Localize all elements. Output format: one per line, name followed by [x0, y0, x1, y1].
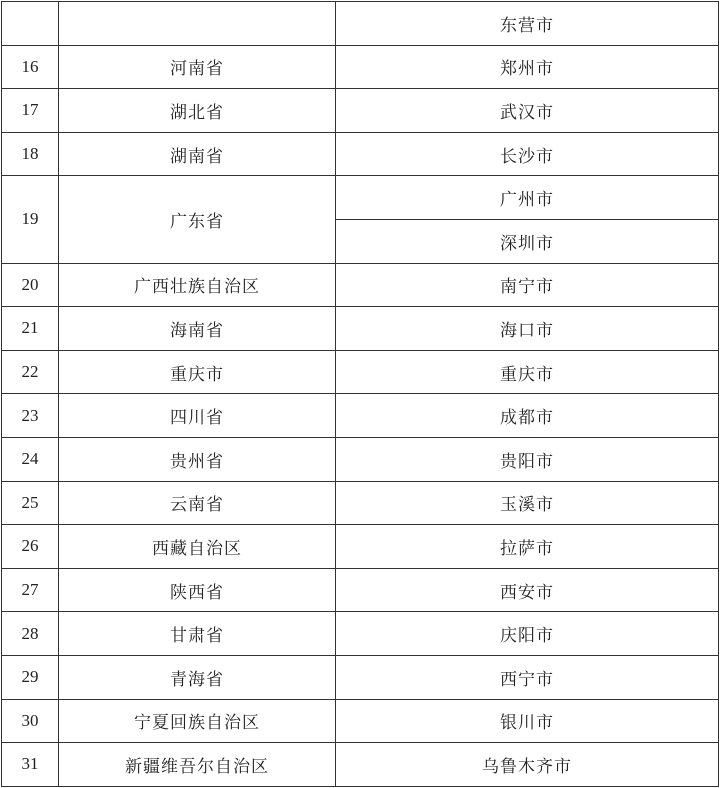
- city-cell: 拉萨市: [336, 525, 719, 569]
- city-cell: 贵阳市: [336, 437, 719, 481]
- province-cell: [59, 2, 336, 46]
- row-number: 30: [2, 699, 59, 743]
- table-row: [2, 655, 719, 699]
- city-cell: 重庆市: [336, 350, 719, 394]
- row-number: 29: [2, 655, 59, 699]
- table-row: [2, 481, 719, 525]
- table-row: [2, 699, 719, 743]
- province-cell: 青海省: [59, 655, 336, 699]
- table-row: [2, 132, 719, 176]
- province-cell: 重庆市: [59, 350, 336, 394]
- table-row: [2, 2, 719, 46]
- table-row: [2, 394, 719, 438]
- row-number: 27: [2, 568, 59, 612]
- row-number: 20: [2, 263, 59, 307]
- row-number: 26: [2, 525, 59, 569]
- table-row: [2, 350, 719, 394]
- table-row: [2, 525, 719, 569]
- row-number: 31: [2, 743, 59, 787]
- province-cell: 贵州省: [59, 437, 336, 481]
- row-number: 18: [2, 132, 59, 176]
- table-body: [2, 2, 719, 787]
- city-cell: 海口市: [336, 307, 719, 351]
- province-cell: 云南省: [59, 481, 336, 525]
- city-cell: 玉溪市: [336, 481, 719, 525]
- city-cell: 东营市: [336, 2, 719, 46]
- province-cell: 陕西省: [59, 568, 336, 612]
- row-number: 21: [2, 307, 59, 351]
- row-number: 22: [2, 350, 59, 394]
- table-row: [2, 89, 719, 133]
- row-number: 19: [2, 176, 59, 263]
- city-cell: 西宁市: [336, 655, 719, 699]
- province-cell: 湖南省: [59, 132, 336, 176]
- table-row: [2, 263, 719, 307]
- row-number: 17: [2, 89, 59, 133]
- province-cell: 海南省: [59, 307, 336, 351]
- province-cell: 湖北省: [59, 89, 336, 133]
- city-cell: 乌鲁木齐市: [336, 743, 719, 787]
- row-number: 16: [2, 45, 59, 89]
- city-cell: 银川市: [336, 699, 719, 743]
- city-cell: 深圳市: [336, 219, 719, 263]
- province-cell: 河南省: [59, 45, 336, 89]
- table-row: [2, 307, 719, 351]
- city-cell: 武汉市: [336, 89, 719, 133]
- province-cell: 广西壮族自治区: [59, 263, 336, 307]
- table-row: [2, 437, 719, 481]
- province-cell: 广东省: [59, 176, 336, 263]
- province-cell: 四川省: [59, 394, 336, 438]
- table-row: [2, 612, 719, 656]
- province-cell: 甘肃省: [59, 612, 336, 656]
- province-cell: 宁夏回族自治区: [59, 699, 336, 743]
- table-row: [2, 568, 719, 612]
- city-cell: 西安市: [336, 568, 719, 612]
- city-cell: 成都市: [336, 394, 719, 438]
- city-table: [1, 1, 719, 787]
- row-number: 24: [2, 437, 59, 481]
- city-cell: 广州市: [336, 176, 719, 220]
- city-cell: 南宁市: [336, 263, 719, 307]
- table-row: [2, 45, 719, 89]
- row-number: [2, 2, 59, 46]
- city-cell: 庆阳市: [336, 612, 719, 656]
- row-number: 25: [2, 481, 59, 525]
- row-number: 28: [2, 612, 59, 656]
- table-row: [2, 743, 719, 787]
- province-cell: 西藏自治区: [59, 525, 336, 569]
- row-number: 23: [2, 394, 59, 438]
- city-cell: 长沙市: [336, 132, 719, 176]
- province-cell: 新疆维吾尔自治区: [59, 743, 336, 787]
- table-row: [2, 176, 719, 220]
- city-cell: 郑州市: [336, 45, 719, 89]
